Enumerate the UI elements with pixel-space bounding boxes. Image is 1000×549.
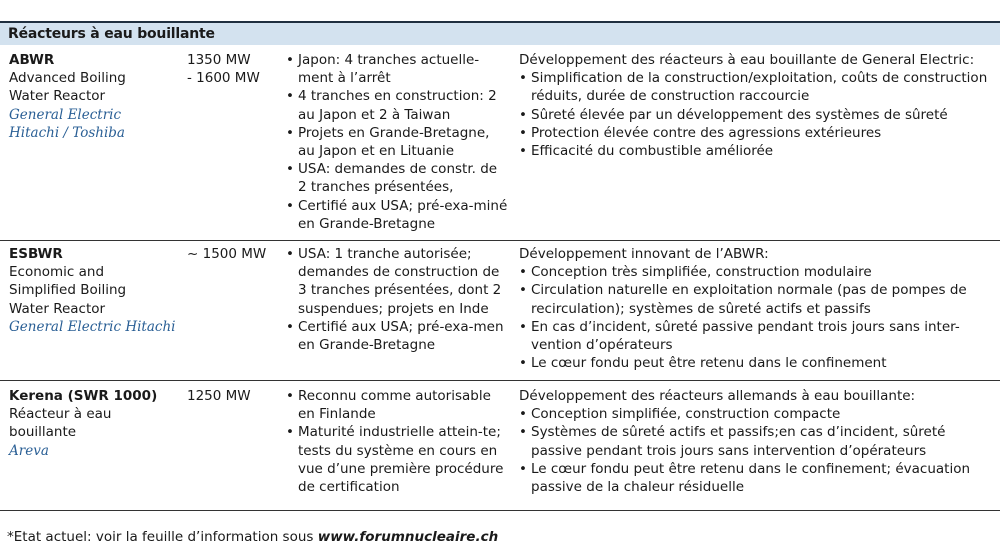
manufacturer-line: General Electric Hitachi: [9, 318, 176, 335]
development-item: • Simplification de la construction/exploitation, coûts de construction réduits, durée de construction raccourcie: [519, 69, 997, 105]
reactor-fullname-line: Simplified Boiling: [9, 282, 127, 299]
development-intro: Développement des réacteurs allemands à eau bouillante:: [519, 388, 916, 404]
status-item: • 4 tranches en construction: 2 au Japon et 2 à Taiwan: [286, 87, 508, 123]
power-cell: [187, 51, 287, 87]
development-intro: Développement innovant de l’ABWR:: [519, 246, 769, 262]
status-item: • Certifié aux USA; pré-exa-men en Grande-Bretagne: [286, 318, 508, 354]
reactor-fullname-line: Economic and: [9, 264, 105, 281]
development-item: • Le cœur fondu peut être retenu dans le confinement; évacuation passive de la chaleur résiduelle: [519, 460, 997, 496]
status-item: • USA: demandes de constr. de 2 tranches présentées,: [286, 160, 508, 196]
reactor-name-cell: [9, 245, 179, 336]
row-divider: [0, 240, 1000, 241]
development-cell: [519, 51, 997, 160]
development-item: • Circulation naturelle en exploitation normale (pas de pompes de recirculation); systèmes de sûreté actifs et passifs: [519, 281, 997, 317]
development-item: • Efficacité du combustible améliorée: [519, 142, 997, 160]
development-cell: [519, 245, 997, 372]
status-item: • Projets en Grande-Bretagne, au Japon et en Lituanie: [286, 124, 508, 160]
status-cell: [286, 245, 508, 354]
reactor-name: Kerena (SWR 1000): [9, 388, 158, 404]
development-item: • Le cœur fondu peut être retenu dans le confinement: [519, 354, 997, 372]
power-cell: [187, 245, 287, 263]
manufacturer-line: Areva: [9, 442, 49, 459]
manufacturer-line: General Electric: [9, 106, 122, 123]
table-row: [0, 387, 1000, 507]
status-item: • Reconnu comme autorisable en Finlande: [286, 387, 508, 423]
power-value: 1250 MW: [187, 388, 251, 404]
table-bottom-rule: [0, 510, 1000, 511]
footnote: [7, 529, 498, 545]
development-cell: [519, 387, 997, 496]
reactor-name: ESBWR: [9, 246, 63, 262]
section-title: Réacteurs à eau bouillante: [8, 26, 215, 42]
development-item: • Protection élevée contre des agressions extérieures: [519, 124, 997, 142]
reactor-fullname-line: Water Reactor: [9, 300, 106, 317]
development-intro: Développement des réacteurs à eau bouillante de General Electric:: [519, 52, 975, 68]
reactor-fullname-line: Water Reactor: [9, 88, 106, 105]
development-item: • En cas d’incident, sûreté passive pendant trois jours sans inter-vention d’opérateurs: [519, 318, 997, 354]
status-cell: [286, 51, 508, 233]
reactor-name-cell: [9, 51, 179, 142]
row-divider: [0, 380, 1000, 381]
section-header: [0, 21, 1000, 45]
reactor-fullname-line: bouillante: [9, 424, 77, 441]
footnote-link[interactable]: www.forumnucleaire.ch: [317, 529, 499, 545]
power-value: 1350 MW: [187, 52, 251, 68]
reactor-fullname-line: Réacteur à eau: [9, 406, 112, 423]
status-item: • Certifié aux USA; pré-exa-miné en Grande-Bretagne: [286, 197, 508, 233]
table-row: [0, 245, 1000, 377]
development-item: • Conception très simplifiée, construction modulaire: [519, 263, 997, 281]
manufacturer-line: Hitachi / Toshiba: [9, 124, 125, 141]
status-item: • Maturité industrielle attein-te; tests du système en cours en vue d’une première procédure de certification: [286, 423, 508, 496]
reactor-name: ABWR: [9, 52, 55, 68]
reactor-fullname-line: Advanced Boiling: [9, 70, 126, 87]
status-item: • USA: 1 tranche autorisée; demandes de construction de 3 tranches présentées, dont 2 suspendues; projets en Inde: [286, 245, 508, 318]
development-item: • Sûreté élevée par un développement des systèmes de sûreté: [519, 106, 997, 124]
development-item: • Conception simplifiée, construction compacte: [519, 405, 997, 423]
status-cell: [286, 387, 508, 496]
power-value: - 1600 MW: [187, 70, 260, 87]
status-item: • Japon: 4 tranches actuelle-ment à l’arrêt: [286, 51, 508, 87]
table-row: [0, 51, 1000, 239]
power-value: ~ 1500 MW: [187, 246, 267, 262]
reactor-name-cell: [9, 387, 179, 460]
development-item: • Systèmes de sûreté actifs et passifs;en cas d’incident, sûreté passive pendant trois jours sans intervention d’opérateurs: [519, 423, 997, 459]
footnote-text: *Etat actuel: voir la feuille d’information sous: [7, 529, 318, 545]
power-cell: [187, 387, 287, 405]
